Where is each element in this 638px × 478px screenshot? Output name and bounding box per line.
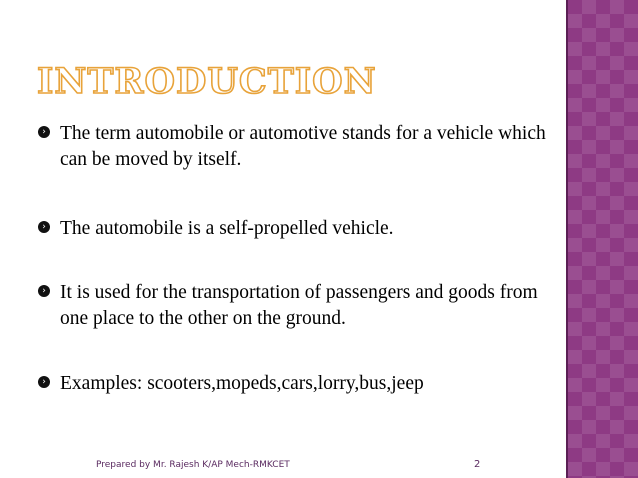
bullet-text: It is used for the transportation of passengers and goods from one place to the other on the ground. — [60, 282, 538, 329]
circle-arrow-icon: › — [38, 221, 50, 233]
circle-arrow-icon: › — [38, 285, 50, 297]
slide-title: INTRODUCTION — [37, 61, 377, 102]
bullet-item — [38, 121, 548, 173]
bullet-text: The term automobile or automotive stands for a vehicle which can be moved by itself. — [60, 123, 546, 170]
bullet-item — [38, 371, 424, 397]
bullet-item — [38, 216, 394, 242]
page-number: 2 — [474, 459, 481, 470]
circle-arrow-icon: › — [38, 126, 50, 138]
side-decorative-band — [568, 0, 638, 478]
bullet-item — [38, 280, 548, 332]
bullet-text: Examples: scooters,mopeds,cars,lorry,bus,jeep — [60, 373, 424, 394]
footer-text: Prepared by Mr. Rajesh K/AP Mech-RMKCET — [96, 460, 290, 470]
bullet-text: The automobile is a self-propelled vehicle. — [60, 218, 394, 239]
circle-arrow-icon: › — [38, 376, 50, 388]
